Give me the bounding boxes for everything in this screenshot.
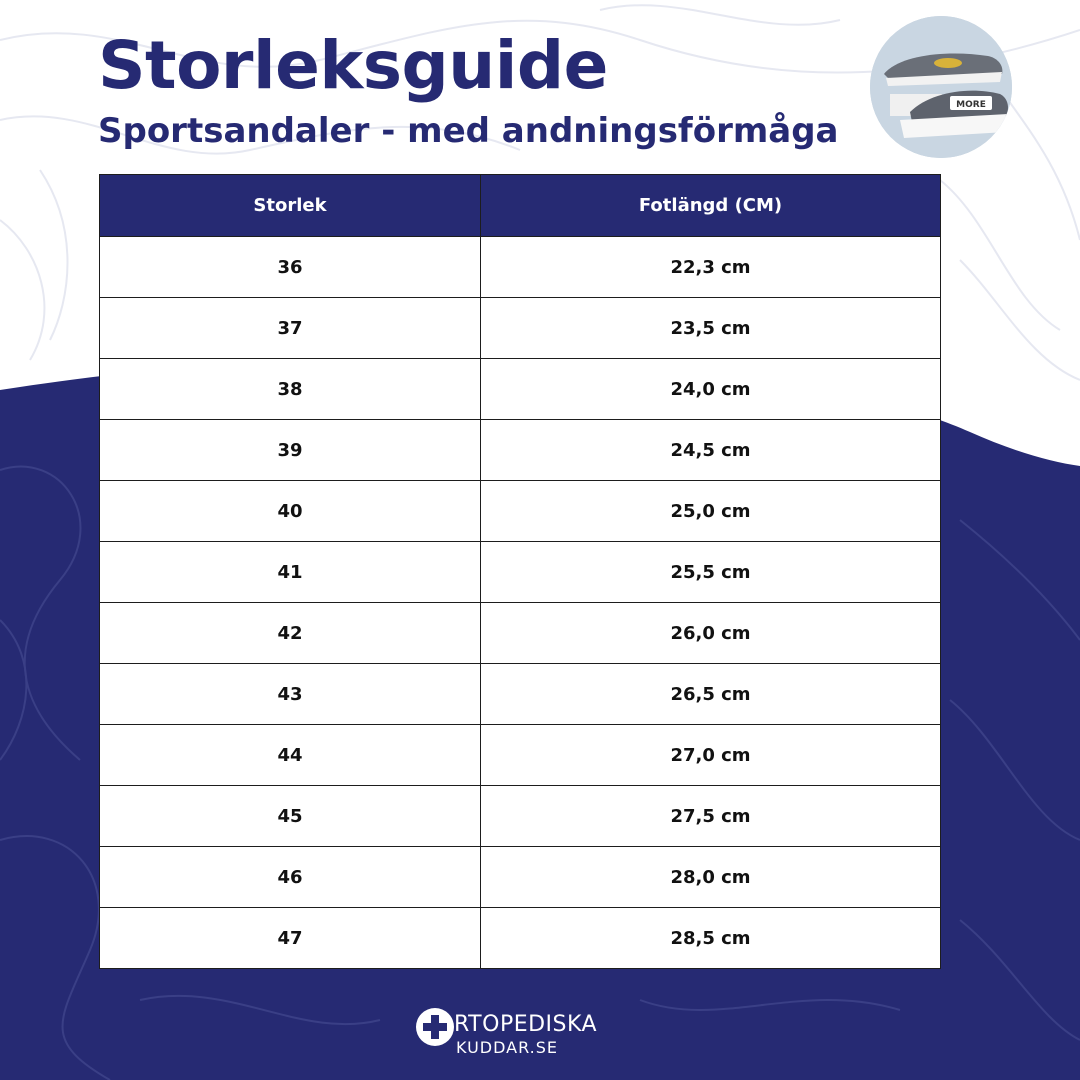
size-cell: 43 xyxy=(100,664,481,725)
foot-length-cell: 28,0 cm xyxy=(481,847,941,908)
size-cell: 37 xyxy=(100,298,481,359)
size-table xyxy=(99,174,941,969)
logo-text-sub: KUDDAR.SE xyxy=(456,1038,558,1057)
foot-length-cell: 24,5 cm xyxy=(481,420,941,481)
page-subtitle: Sportsandaler - med andningsförmåga xyxy=(98,111,839,151)
logo-text-main: RTOPEDISKA xyxy=(454,1012,598,1037)
foot-length-cell: 26,5 cm xyxy=(481,664,941,725)
table-row xyxy=(100,542,941,603)
page-title: Storleksguide xyxy=(98,27,608,104)
product-badge: MORE xyxy=(956,100,986,110)
size-cell: 45 xyxy=(100,786,481,847)
table-row xyxy=(100,603,941,664)
table-row xyxy=(100,359,941,420)
foot-length-cell: 25,0 cm xyxy=(481,481,941,542)
table-row xyxy=(100,237,941,298)
size-cell: 44 xyxy=(100,725,481,786)
medical-cross-icon xyxy=(416,1008,454,1046)
table-row xyxy=(100,725,941,786)
foot-length-cell: 24,0 cm xyxy=(481,359,941,420)
foot-length-cell: 23,5 cm xyxy=(481,298,941,359)
size-cell: 38 xyxy=(100,359,481,420)
foot-length-cell: 27,5 cm xyxy=(481,786,941,847)
size-cell: 40 xyxy=(100,481,481,542)
product-thumbnail xyxy=(870,16,1012,158)
table-row xyxy=(100,847,941,908)
column-header-foot-length: Fotlängd (CM) xyxy=(481,175,941,237)
sandal-photo-icon xyxy=(870,16,1012,158)
table-row xyxy=(100,298,941,359)
foot-length-cell: 28,5 cm xyxy=(481,908,941,969)
table-row xyxy=(100,786,941,847)
foot-length-cell: 27,0 cm xyxy=(481,725,941,786)
table-row xyxy=(100,664,941,725)
size-cell: 41 xyxy=(100,542,481,603)
table-header-row xyxy=(100,175,941,237)
table-row xyxy=(100,481,941,542)
foot-length-cell: 22,3 cm xyxy=(481,237,941,298)
size-cell: 47 xyxy=(100,908,481,969)
size-cell: 42 xyxy=(100,603,481,664)
size-cell: 46 xyxy=(100,847,481,908)
column-header-size: Storlek xyxy=(100,175,481,237)
foot-length-cell: 25,5 cm xyxy=(481,542,941,603)
brand-logo xyxy=(416,1006,616,1058)
table-row xyxy=(100,420,941,481)
size-cell: 36 xyxy=(100,237,481,298)
table-row xyxy=(100,908,941,969)
foot-length-cell: 26,0 cm xyxy=(481,603,941,664)
size-cell: 39 xyxy=(100,420,481,481)
